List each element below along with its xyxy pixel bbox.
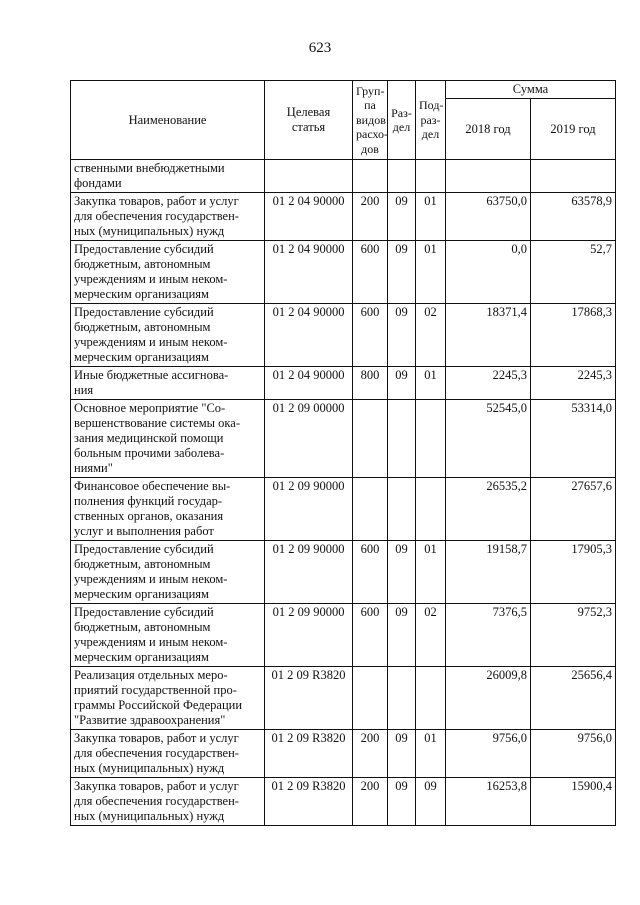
cell-sum-2018: 63750,0	[446, 193, 531, 241]
header-year-2018: 2018 год	[446, 99, 531, 160]
cell-sum-2018: 18371,4	[446, 304, 531, 367]
cell-expense-group: 200	[353, 730, 388, 778]
cell-section: 09	[388, 541, 416, 604]
cell-sum-2019: 17868,3	[531, 304, 616, 367]
cell-name: Закупка товаров, работ и услуг для обеспечения государствен- ных (муниципальных) нужд	[71, 730, 265, 778]
cell-sum-2018: 26535,2	[446, 478, 531, 541]
cell-section: 09	[388, 241, 416, 304]
cell-sum-2018: 9756,0	[446, 730, 531, 778]
cell-expense-group: 600	[353, 304, 388, 367]
cell-sum-2019: 15900,4	[531, 778, 616, 826]
cell-target-article: 01 2 04 90000	[265, 241, 353, 304]
cell-expense-group: 600	[353, 541, 388, 604]
cell-name: Реализация отдельных меро- приятий государственной про- граммы Российской Федерации "Развитие здравоохранения"	[71, 667, 265, 730]
cell-sum-2019: 17905,3	[531, 541, 616, 604]
cell-expense-group	[353, 400, 388, 478]
cell-sum-2018: 16253,8	[446, 778, 531, 826]
cell-name: ственными внебюджетными фондами	[71, 160, 265, 193]
header-subsection: Под- раз- дел	[416, 81, 446, 160]
cell-expense-group: 200	[353, 193, 388, 241]
cell-target-article: 01 2 09 00000	[265, 400, 353, 478]
cell-section	[388, 160, 416, 193]
cell-expense-group	[353, 667, 388, 730]
table-row	[71, 778, 616, 826]
header-sum: Сумма	[446, 81, 616, 99]
cell-sum-2019: 27657,6	[531, 478, 616, 541]
cell-subsection: 01	[416, 367, 446, 400]
cell-subsection	[416, 160, 446, 193]
cell-name: Иные бюджетные ассигнова- ния	[71, 367, 265, 400]
cell-sum-2019: 53314,0	[531, 400, 616, 478]
header-year-2019: 2019 год	[531, 99, 616, 160]
table-row	[71, 730, 616, 778]
cell-section: 09	[388, 730, 416, 778]
header-group: Груп- па видов расхо- дов	[353, 81, 388, 160]
cell-sum-2018: 2245,3	[446, 367, 531, 400]
cell-section: 09	[388, 304, 416, 367]
page-number: 623	[308, 40, 332, 56]
cell-expense-group: 200	[353, 778, 388, 826]
cell-subsection: 01	[416, 541, 446, 604]
cell-expense-group	[353, 478, 388, 541]
table-row	[71, 193, 616, 241]
cell-target-article: 01 2 09 R3820	[265, 778, 353, 826]
cell-subsection: 01	[416, 241, 446, 304]
cell-expense-group	[353, 160, 388, 193]
header-section: Раз- дел	[388, 81, 416, 160]
cell-subsection: 09	[416, 778, 446, 826]
table-row	[71, 367, 616, 400]
cell-sum-2019: 9756,0	[531, 730, 616, 778]
cell-sum-2018: 19158,7	[446, 541, 531, 604]
cell-section: 09	[388, 778, 416, 826]
table-row	[71, 604, 616, 667]
cell-sum-2018: 26009,8	[446, 667, 531, 730]
cell-sum-2018	[446, 160, 531, 193]
cell-subsection: 01	[416, 193, 446, 241]
cell-target-article: 01 2 09 90000	[265, 604, 353, 667]
table-row	[71, 160, 616, 193]
cell-sum-2019: 2245,3	[531, 367, 616, 400]
cell-target-article: 01 2 09 90000	[265, 478, 353, 541]
cell-target-article: 01 2 09 R3820	[265, 730, 353, 778]
table-row	[71, 304, 616, 367]
budget-table	[70, 80, 616, 826]
cell-sum-2019: 63578,9	[531, 193, 616, 241]
table-row	[71, 541, 616, 604]
cell-sum-2019: 9752,3	[531, 604, 616, 667]
cell-expense-group: 600	[353, 241, 388, 304]
cell-target-article: 01 2 09 90000	[265, 541, 353, 604]
cell-target-article	[265, 160, 353, 193]
cell-expense-group: 600	[353, 604, 388, 667]
cell-section: 09	[388, 367, 416, 400]
cell-subsection: 01	[416, 730, 446, 778]
cell-sum-2019	[531, 160, 616, 193]
cell-name: Предоставление субсидий бюджетным, автономным учреждениям и иным неком- мерческим организациям	[71, 304, 265, 367]
cell-name: Закупка товаров, работ и услуг для обеспечения государствен- ных (муниципальных) нужд	[71, 193, 265, 241]
cell-sum-2018: 52545,0	[446, 400, 531, 478]
cell-name: Предоставление субсидий бюджетным, автономным учреждениям и иным неком- мерческим организациям	[71, 241, 265, 304]
cell-name: Предоставление субсидий бюджетным, автономным учреждениям и иным неком- мерческим организациям	[71, 604, 265, 667]
cell-section: 09	[388, 193, 416, 241]
table-row	[71, 667, 616, 730]
cell-target-article: 01 2 04 90000	[265, 304, 353, 367]
cell-sum-2019: 25656,4	[531, 667, 616, 730]
cell-name: Предоставление субсидий бюджетным, автономным учреждениям и иным неком- мерческим организациям	[71, 541, 265, 604]
cell-section	[388, 400, 416, 478]
cell-subsection: 02	[416, 604, 446, 667]
header-target: Целевая статья	[265, 81, 353, 160]
table-body	[71, 160, 616, 826]
table-row	[71, 241, 616, 304]
cell-sum-2019: 52,7	[531, 241, 616, 304]
cell-subsection	[416, 667, 446, 730]
cell-target-article: 01 2 04 90000	[265, 193, 353, 241]
cell-section	[388, 667, 416, 730]
cell-name: Финансовое обеспечение вы- полнения функций государ- ственных органов, оказания услуг и выполнения работ	[71, 478, 265, 541]
cell-name: Закупка товаров, работ и услуг для обеспечения государствен- ных (муниципальных) нужд	[71, 778, 265, 826]
cell-target-article: 01 2 09 R3820	[265, 667, 353, 730]
cell-expense-group: 800	[353, 367, 388, 400]
table-row	[71, 478, 616, 541]
cell-name: Основное мероприятие "Со- вершенствование системы ока- зания медицинской помощи больным прочими заболева- ниями"	[71, 400, 265, 478]
cell-section: 09	[388, 604, 416, 667]
header-name: Наименование	[71, 81, 265, 160]
table-row	[71, 400, 616, 478]
cell-section	[388, 478, 416, 541]
cell-subsection: 02	[416, 304, 446, 367]
cell-sum-2018: 7376,5	[446, 604, 531, 667]
cell-subsection	[416, 478, 446, 541]
cell-target-article: 01 2 04 90000	[265, 367, 353, 400]
cell-subsection	[416, 400, 446, 478]
cell-sum-2018: 0,0	[446, 241, 531, 304]
